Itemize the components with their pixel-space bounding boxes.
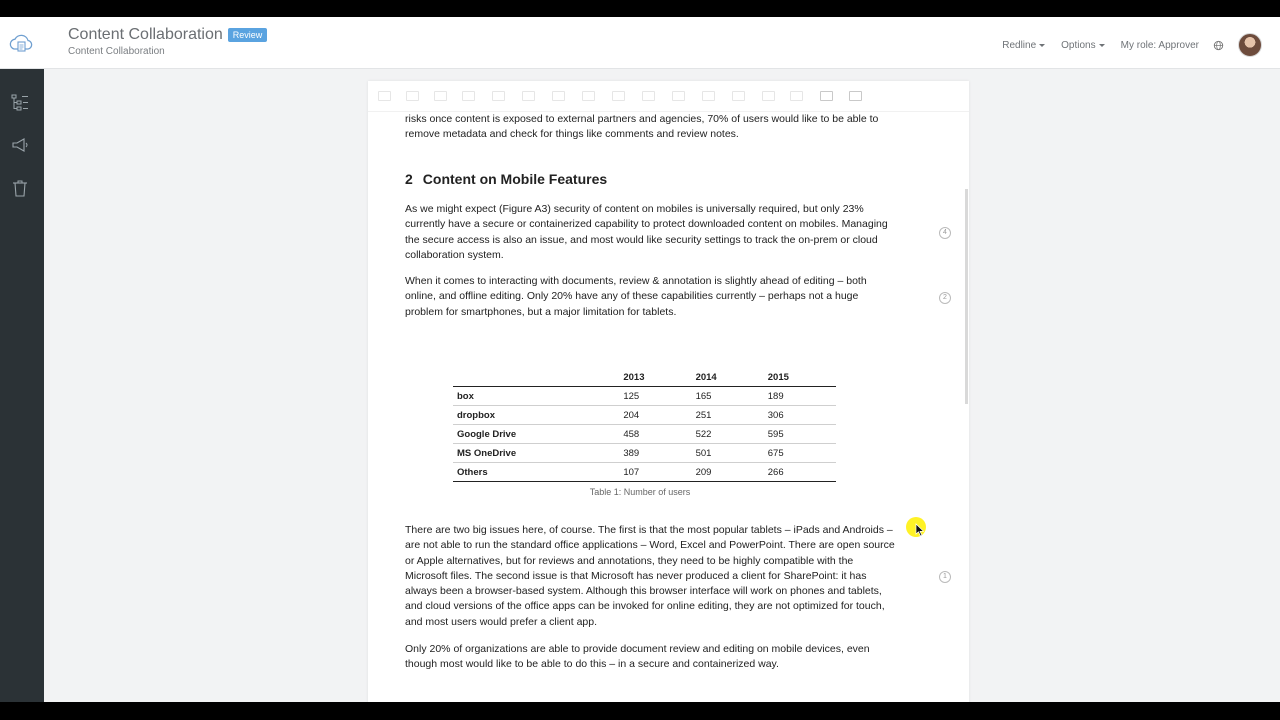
- avatar[interactable]: [1238, 33, 1262, 57]
- table-header-row: [453, 368, 836, 387]
- table-row: [453, 463, 836, 482]
- toolbar-button[interactable]: [406, 91, 419, 101]
- breadcrumb[interactable]: Content Collaboration: [68, 46, 165, 57]
- redline-menu-label: Redline: [1002, 39, 1037, 51]
- screen-top-border: [0, 0, 1280, 17]
- table-cell: 165: [692, 387, 764, 406]
- table-caption: Table 1: Number of users: [589, 487, 691, 497]
- table-cell: 675: [764, 444, 836, 463]
- table-cell: 595: [764, 425, 836, 444]
- table-cell: Others: [453, 463, 619, 482]
- document-page: [368, 81, 969, 702]
- toolbar-button[interactable]: [552, 91, 565, 101]
- status-badge: Review: [228, 28, 268, 42]
- table-cell: 458: [619, 425, 691, 444]
- table-cell: 251: [692, 406, 764, 425]
- users-table: [453, 368, 836, 482]
- role-label: My role: Approver: [1120, 39, 1199, 51]
- trash-icon[interactable]: [10, 178, 30, 198]
- toolbar-button[interactable]: [434, 91, 447, 101]
- sidebar: [0, 69, 44, 702]
- table-header-cell: 2014: [695, 371, 717, 383]
- table-cell: 204: [619, 406, 691, 425]
- paragraph: As we might expect (Figure A3) security of content on mobiles is universally required, but only 23% currently have a secure or containerized capability to protect downloaded content on mobiles. Managing the secure access is also an issue, and most would like security settings to track the on-prem or cloud collaboration system.: [405, 203, 888, 261]
- table-row: [453, 425, 836, 444]
- toolbar-button[interactable]: [762, 91, 775, 101]
- table-cell: MS OneDrive: [453, 444, 619, 463]
- toolbar-button[interactable]: [672, 91, 685, 101]
- toolbar-button[interactable]: [702, 91, 715, 101]
- outline-icon[interactable]: [10, 93, 30, 113]
- toolbar-button[interactable]: [462, 91, 475, 101]
- heading-text: Content on Mobile Features: [422, 171, 608, 187]
- table-header-cell: 2013: [623, 371, 645, 383]
- options-menu-label: Options: [1061, 39, 1096, 51]
- redline-menu[interactable]: [1002, 40, 1045, 51]
- toolbar-button[interactable]: [732, 91, 745, 101]
- table-cell: 306: [764, 406, 836, 425]
- table-cell: dropbox: [453, 406, 619, 425]
- screen-bottom-border: [0, 702, 1280, 720]
- table-row: [453, 406, 836, 425]
- announce-icon[interactable]: [10, 135, 30, 155]
- document-workspace: [44, 69, 1280, 702]
- toolbar-button[interactable]: [612, 91, 625, 101]
- toolbar-button[interactable]: [582, 91, 595, 101]
- table-cell: 189: [764, 387, 836, 406]
- app-header: [0, 17, 1280, 69]
- heading-number: 2: [405, 171, 413, 187]
- toolbar-button[interactable]: [492, 91, 505, 101]
- options-menu[interactable]: [1061, 40, 1104, 51]
- table-cell: 209: [692, 463, 764, 482]
- editor-toolbar: [368, 81, 969, 112]
- comment-marker[interactable]: 4: [939, 227, 951, 239]
- paragraph: risks once content is exposed to external partners and agencies, 70% of users would like to be able to remove metadata and check for things like comments and review notes.: [405, 113, 879, 141]
- chevron-down-icon: [1039, 44, 1045, 47]
- table-cell: 389: [619, 444, 691, 463]
- cloud-document-icon[interactable]: [6, 29, 36, 59]
- toolbar-button[interactable]: [849, 91, 862, 101]
- paragraph: There are two big issues here, of course. The first is that the most popular tablets – iPads and Androids – are not able to run the standard office applications – Word, Excel and PowerPoint. There are open source or Apple alternatives, but for reviews and annotations, they need to be highly compatible with the Microsoft files. The second issue is that Microsoft has never produced a client for SharePoint: it has always been a browser-based system. Although this browser interface will work on phones and tablets, and cloud versions of the office apps can be invoked for online editing, they are not optimized for touch, and most users would prefer a client app.: [405, 524, 895, 628]
- table-cell: 266: [764, 463, 836, 482]
- table-cell: 107: [619, 463, 691, 482]
- globe-icon[interactable]: [1213, 40, 1224, 51]
- table-cell: 125: [619, 387, 691, 406]
- toolbar-button[interactable]: [378, 91, 391, 101]
- table-row: [453, 444, 836, 463]
- paragraph: Only 20% of organizations are able to provide document review and editing on mobile devices, even though most would like to be able to do this – in a secure and containerized way.: [405, 643, 870, 671]
- section-heading: [405, 171, 607, 187]
- toolbar-button[interactable]: [522, 91, 535, 101]
- toolbar-button[interactable]: [790, 91, 803, 101]
- toolbar-button[interactable]: [642, 91, 655, 101]
- table-cell: 501: [692, 444, 764, 463]
- mouse-cursor-icon: [915, 523, 925, 537]
- chevron-down-icon: [1099, 44, 1105, 47]
- comment-marker[interactable]: 2: [939, 292, 951, 304]
- table-header-cell: 2015: [767, 371, 789, 383]
- table-cell: Google Drive: [453, 425, 619, 444]
- app-title: Content Collaboration: [68, 26, 223, 43]
- table-row: [453, 387, 836, 406]
- comment-marker[interactable]: 1: [939, 571, 951, 583]
- table-header-cell: [453, 368, 619, 387]
- table-cell: 522: [692, 425, 764, 444]
- document-scrollbar[interactable]: [965, 189, 968, 404]
- table-cell: box: [453, 387, 619, 406]
- toolbar-button[interactable]: [820, 91, 833, 101]
- paragraph: When it comes to interacting with documents, review & annotation is slightly ahead of editing – both online, and offline editing. Only 20% have any of these capabilities currently – perhaps not a huge problem for smartphones, but a major limitation for tablets.: [405, 275, 867, 318]
